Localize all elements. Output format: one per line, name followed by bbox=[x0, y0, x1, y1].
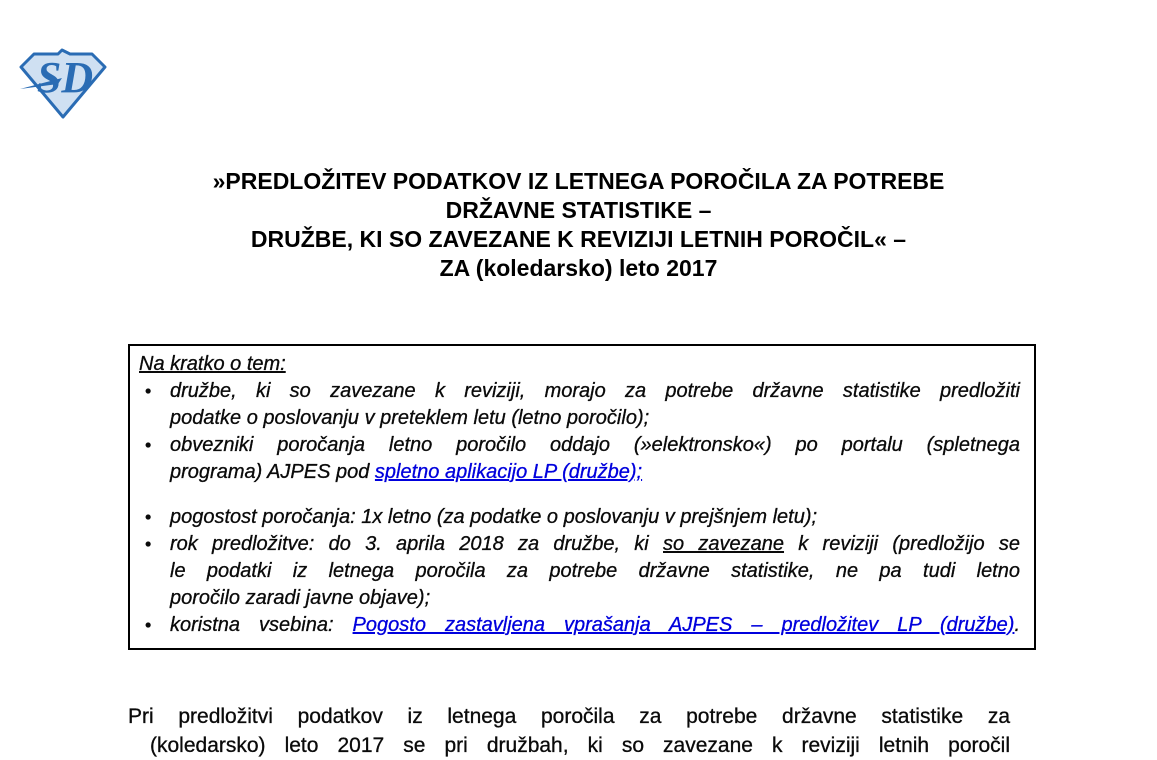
summary-line bbox=[139, 558, 1020, 585]
text-segment: le podatki iz letnega poročila za potrebe državne statistike, ne pa tudi letno bbox=[170, 560, 1020, 582]
link-pogosta-vprasanja[interactable]: Pogosto zastavljena vprašanja AJPES – predložitev LP (družbe) bbox=[352, 614, 1015, 636]
body-paragraph bbox=[128, 702, 1010, 760]
link-spletna-aplikacija-lp[interactable]: spletno aplikacijo LP (družbe); bbox=[374, 461, 643, 483]
sd-diamond-logo bbox=[18, 47, 108, 121]
title-line: »PREDLOŽITEV PODATKOV IZ LETNEGA POROČILA ZA POTREBE bbox=[212, 168, 945, 194]
text-segment: pogostost poročanja: 1x letno (za podatke o poslovanju v prejšnjem letu); bbox=[170, 506, 818, 528]
text-segment: koristna vsebina: bbox=[170, 614, 353, 636]
text-segment: programa) AJPES pod bbox=[170, 461, 375, 483]
text-segment: rok predložitve: do 3. aprila 2018 za družbe, ki bbox=[170, 533, 664, 555]
summary-line bbox=[139, 459, 1020, 486]
text-segment: družbe, ki so zavezane k reviziji, morajo za potrebe državne statistike predložiti bbox=[170, 380, 1020, 402]
sd-diamond-logo-graphic bbox=[18, 47, 108, 121]
summary-line bbox=[139, 531, 1020, 558]
text-segment: obvezniki poročanja letno poročilo oddajo (»elektronsko«) po portalu (spletnega bbox=[170, 434, 1020, 456]
document-title bbox=[0, 167, 1157, 283]
text-segment: podatke o poslovanju v preteklem letu (letno poročilo); bbox=[170, 407, 650, 429]
summary-line bbox=[139, 378, 1020, 405]
summary-line bbox=[139, 432, 1020, 459]
bullet-icon: • bbox=[145, 381, 152, 401]
text-segment: . bbox=[1014, 614, 1020, 636]
summary-line bbox=[139, 504, 1020, 531]
text-segment: poročilo zaradi javne objave); bbox=[170, 587, 431, 609]
summary-heading-text: Na kratko o tem: bbox=[139, 353, 286, 375]
paragraph-line: (koledarsko) leto 2017 se pri družbah, ki so zavezane k reviziji letnih poročil bbox=[150, 734, 1010, 757]
summary-blank-line bbox=[139, 486, 1020, 504]
title-line: DRŽAVNE STATISTIKE – bbox=[445, 197, 712, 223]
summary-line bbox=[139, 585, 1020, 612]
paragraph-line: Pri predložitvi podatkov iz letnega poročila za potrebe državne statistike za bbox=[128, 705, 1010, 728]
bullet-icon: • bbox=[145, 615, 152, 635]
summary-heading bbox=[139, 351, 1020, 378]
title-line: ZA (koledarsko) leto 2017 bbox=[439, 255, 718, 281]
summary-line bbox=[139, 612, 1020, 639]
bullet-icon: • bbox=[145, 534, 152, 554]
logo-letters: SD bbox=[36, 53, 94, 102]
summary-box bbox=[128, 344, 1036, 650]
text-segment: k reviziji (predložijo se bbox=[784, 533, 1020, 555]
bullet-icon: • bbox=[145, 507, 152, 527]
text-segment: so zavezane bbox=[663, 533, 785, 555]
title-line: DRUŽBE, KI SO ZAVEZANE K REVIZIJI LETNIH POROČIL« – bbox=[250, 226, 907, 252]
summary-line bbox=[139, 405, 1020, 432]
bullet-icon: • bbox=[145, 435, 152, 455]
